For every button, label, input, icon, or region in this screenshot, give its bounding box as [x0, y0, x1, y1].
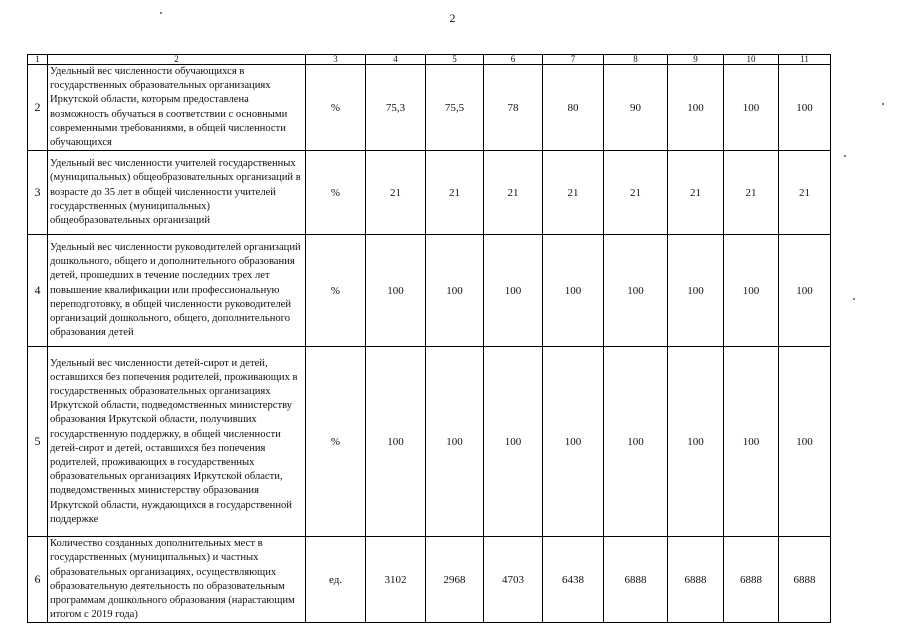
header-cell: 8 — [604, 55, 668, 65]
value-cell: 100 — [604, 347, 668, 537]
header-cell: 2 — [48, 55, 306, 65]
value-cell: 21 — [724, 151, 779, 235]
indicator-description: Удельный вес численности обучающихся в государственных образовательных организациях Иркутской области, которым предоставлена возможность обучаться в соответствии с основными современными требованиями, в общей численности обучающихся — [48, 65, 306, 151]
row-number: 4 — [28, 235, 48, 347]
value-cell: 100 — [604, 235, 668, 347]
value-cell: 100 — [779, 65, 831, 151]
value-cell: 100 — [779, 347, 831, 537]
value-cell: 21 — [426, 151, 484, 235]
value-cell: 4703 — [484, 537, 543, 623]
value-cell: 100 — [366, 235, 426, 347]
table-row — [28, 347, 831, 537]
value-cell: 75,5 — [426, 65, 484, 151]
value-cell: 3102 — [366, 537, 426, 623]
value-cell: 100 — [724, 347, 779, 537]
row-number: 3 — [28, 151, 48, 235]
value-cell: 90 — [604, 65, 668, 151]
value-cell: 100 — [426, 235, 484, 347]
header-cell: 1 — [28, 55, 48, 65]
header-cell: 3 — [306, 55, 366, 65]
value-cell: 100 — [543, 347, 604, 537]
value-cell: 100 — [779, 235, 831, 347]
value-cell: 21 — [543, 151, 604, 235]
header-row — [28, 55, 831, 65]
unit-cell: % — [306, 151, 366, 235]
value-cell: 100 — [668, 347, 724, 537]
row-number: 6 — [28, 537, 48, 623]
value-cell: 21 — [484, 151, 543, 235]
header-cell: 9 — [668, 55, 724, 65]
value-cell: 6888 — [779, 537, 831, 623]
value-cell: 100 — [724, 235, 779, 347]
header-cell: 6 — [484, 55, 543, 65]
value-cell: 100 — [366, 347, 426, 537]
value-cell: 6438 — [543, 537, 604, 623]
value-cell: 100 — [724, 65, 779, 151]
scan-speck — [882, 103, 884, 105]
value-cell: 21 — [366, 151, 426, 235]
header-cell: 5 — [426, 55, 484, 65]
unit-cell: % — [306, 347, 366, 537]
indicators-table — [27, 54, 831, 623]
table-row — [28, 151, 831, 235]
row-number: 2 — [28, 65, 48, 151]
indicator-description: Количество созданных дополнительных мест в государственных (муниципальных) и частных образовательных организациях, осуществляющих образовательную деятельность по образовательным программам дошкольного образования (нарастающим итогом с 2019 года) — [48, 537, 306, 623]
value-cell: 100 — [426, 347, 484, 537]
value-cell: 21 — [779, 151, 831, 235]
value-cell: 100 — [543, 235, 604, 347]
value-cell: 2968 — [426, 537, 484, 623]
value-cell: 6888 — [668, 537, 724, 623]
value-cell: 6888 — [724, 537, 779, 623]
value-cell: 75,3 — [366, 65, 426, 151]
indicator-description: Удельный вес численности учителей государственных (муниципальных) общеобразовательных организаций в возрасте до 35 лет в общей численности учителей государственных (муниципальных) общеобразовательных организаций — [48, 151, 306, 235]
header-cell: 10 — [724, 55, 779, 65]
scan-speck — [844, 155, 846, 157]
unit-cell: ед. — [306, 537, 366, 623]
table-row — [28, 537, 831, 623]
unit-cell: % — [306, 65, 366, 151]
table-row — [28, 65, 831, 151]
value-cell: 80 — [543, 65, 604, 151]
page-number: 2 — [449, 11, 456, 25]
value-cell: 21 — [604, 151, 668, 235]
header-cell: 7 — [543, 55, 604, 65]
value-cell: 100 — [668, 65, 724, 151]
scan-speck — [160, 12, 162, 14]
header-cell: 4 — [366, 55, 426, 65]
scan-speck — [853, 298, 855, 300]
value-cell: 21 — [668, 151, 724, 235]
indicator-description: Удельный вес численности детей-сирот и детей, оставшихся без попечения родителей, проживающих в государственных образовательных организациях Иркутской области, подведомственных министерству образования Иркутской области, получивших государственную поддержку, в общей численности детей-сирот и детей, оставшихся без попечения родителей, проживающих в государственных образовательных организациях Иркутской области, подведомственных министерству образования Иркутской области, нуждающихся в государственной поддержке — [48, 347, 306, 537]
value-cell: 100 — [668, 235, 724, 347]
indicator-description: Удельный вес численности руководителей организаций дошкольного, общего и дополнительного образования детей, прошедших в течение последних трех лет повышение квалификации или профессиональную переподготовку, в общей численности руководителей организаций дошкольного, общего, дополнительного образования детей — [48, 235, 306, 347]
table-row — [28, 235, 831, 347]
value-cell: 100 — [484, 235, 543, 347]
header-cell: 11 — [779, 55, 831, 65]
value-cell: 78 — [484, 65, 543, 151]
row-number: 5 — [28, 347, 48, 537]
unit-cell: % — [306, 235, 366, 347]
value-cell: 6888 — [604, 537, 668, 623]
value-cell: 100 — [484, 347, 543, 537]
